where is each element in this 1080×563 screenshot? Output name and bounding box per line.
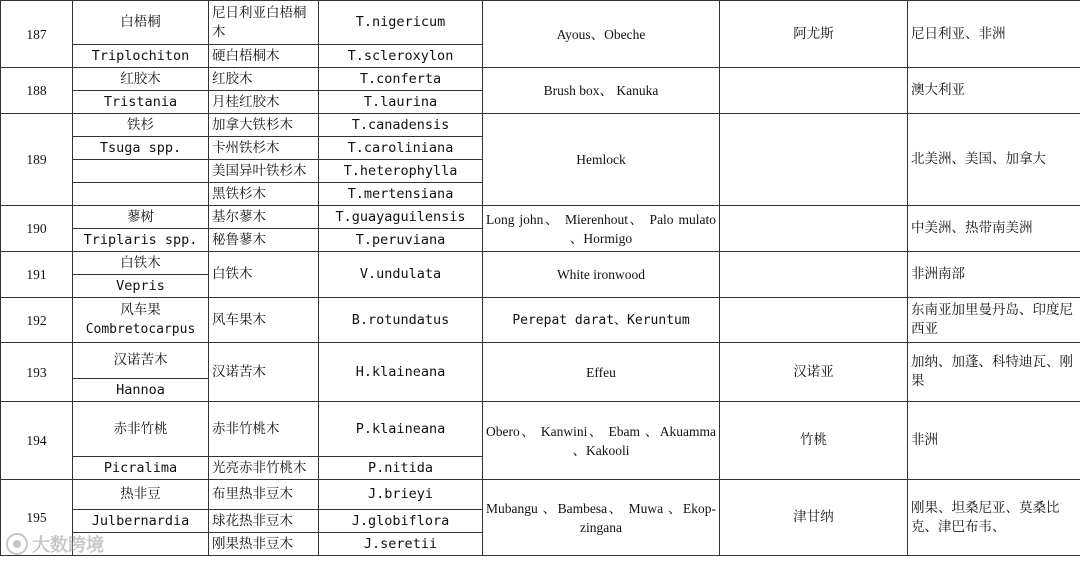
species-chinese: 球花热非豆木 [209, 510, 319, 533]
genus-chinese: 红胶木 [73, 68, 209, 91]
genus-latin: Triplaris spp. [73, 229, 209, 252]
table-row [1, 114, 1080, 137]
genus-empty [73, 533, 209, 556]
row-number: 191 [1, 252, 73, 298]
row-number: 193 [1, 343, 73, 402]
species-chinese: 尼日利亚白梧桐木 [209, 1, 319, 45]
row-number: 195 [1, 480, 73, 556]
species-chinese: 秘鲁蓼木 [209, 229, 319, 252]
table-row [1, 206, 1080, 229]
species-chinese: 月桂红胶木 [209, 91, 319, 114]
row-number: 194 [1, 402, 73, 480]
genus-empty [73, 160, 209, 183]
table-row [1, 1, 1080, 45]
common-alias: 竹桃 [720, 402, 908, 480]
genus-chinese: 白铁木 [73, 252, 209, 275]
scientific-name: T.guayaguilensis [319, 206, 483, 229]
watermark-text: 大数跨境 [32, 535, 104, 556]
common-alias [720, 298, 908, 343]
origin-region: 北美洲、美国、加拿大 [908, 114, 1080, 206]
genus-latin: Combretocarpus [85, 322, 196, 337]
species-chinese: 刚果热非豆木 [209, 533, 319, 556]
genus-cell [73, 298, 209, 343]
origin-region: 中美洲、热带南美洲 [908, 206, 1080, 252]
trade-name: White ironwood [483, 252, 720, 298]
scientific-name: T.conferta [319, 68, 483, 91]
common-alias: 阿尤斯 [720, 1, 908, 68]
trade-name: Mubangu 、Bambesa、 Muwa 、Ekop-zingana [483, 480, 720, 556]
scientific-name: H.klaineana [319, 343, 483, 402]
origin-region: 尼日利亚、非洲 [908, 1, 1080, 68]
scientific-name: T.nigericum [319, 1, 483, 45]
genus-chinese: 蓼树 [73, 206, 209, 229]
species-chinese: 风车果木 [209, 298, 319, 343]
trade-name: Hemlock [483, 114, 720, 206]
genus-latin: Tristania [73, 91, 209, 114]
trade-name: Ayous、Obeche [483, 1, 720, 68]
genus-chinese: 赤非竹桃 [73, 402, 209, 457]
table-row [1, 402, 1080, 457]
genus-latin: Julbernardia [73, 510, 209, 533]
species-chinese: 红胶木 [209, 68, 319, 91]
genus-latin: Tsuga spp. [73, 137, 209, 160]
scientific-name: T.caroliniana [319, 137, 483, 160]
genus-chinese: 风车果 [120, 302, 161, 318]
genus-chinese: 铁杉 [73, 114, 209, 137]
trade-name: Effeu [483, 343, 720, 402]
scientific-name: J.globiflora [319, 510, 483, 533]
origin-region: 非洲南部 [908, 252, 1080, 298]
species-chinese: 布里热非豆木 [209, 480, 319, 510]
genus-latin: Hannoa [73, 379, 209, 402]
scientific-name: T.mertensiana [319, 183, 483, 206]
scientific-name: J.brieyi [319, 480, 483, 510]
species-chinese: 卡州铁杉木 [209, 137, 319, 160]
species-chinese: 白铁木 [209, 252, 319, 298]
species-chinese: 加拿大铁杉木 [209, 114, 319, 137]
genus-empty [73, 183, 209, 206]
origin-region: 加纳、加蓬、科特迪瓦、刚果 [908, 343, 1080, 402]
species-chinese: 汉诺苦木 [209, 343, 319, 402]
scientific-name: T.laurina [319, 91, 483, 114]
table-row [1, 480, 1080, 510]
genus-chinese: 汉诺苦木 [73, 343, 209, 379]
scientific-name: P.nitida [319, 457, 483, 480]
row-number: 187 [1, 1, 73, 68]
trade-name: Perepat darat、Keruntum [483, 298, 720, 343]
genus-chinese: 热非豆 [73, 480, 209, 510]
row-number: 189 [1, 114, 73, 206]
trade-name: Long john、 Mierenhout、 Palo mulato 、Hormigo [483, 206, 720, 252]
trade-name: Obero、 Kanwini、 Ebam 、Akuamma 、Kakooli [483, 402, 720, 480]
row-number: 190 [1, 206, 73, 252]
species-chinese: 黑铁杉木 [209, 183, 319, 206]
scientific-name: T.scleroxylon [319, 45, 483, 68]
species-chinese: 光亮赤非竹桃木 [209, 457, 319, 480]
common-alias: 津甘纳 [720, 480, 908, 556]
species-chinese: 硬白梧桐木 [209, 45, 319, 68]
row-number: 188 [1, 68, 73, 114]
genus-latin: Picralima [73, 457, 209, 480]
origin-region: 东南亚加里曼丹岛、印度尼西亚 [908, 298, 1080, 343]
common-alias [720, 68, 908, 114]
row-number: 192 [1, 298, 73, 343]
scientific-name: J.seretii [319, 533, 483, 556]
table-row [1, 343, 1080, 379]
table-row [1, 68, 1080, 91]
trade-name: Brush box、 Kanuka [483, 68, 720, 114]
table-row [1, 252, 1080, 275]
genus-latin: Triplochiton [73, 45, 209, 68]
origin-region: 非洲 [908, 402, 1080, 480]
scientific-name: V.undulata [319, 252, 483, 298]
origin-region: 澳大利亚 [908, 68, 1080, 114]
common-alias [720, 252, 908, 298]
scientific-name: T.canadensis [319, 114, 483, 137]
table-row [1, 298, 1080, 343]
scientific-name: B.rotundatus [319, 298, 483, 343]
common-alias [720, 114, 908, 206]
scientific-name: P.klaineana [319, 402, 483, 457]
species-chinese: 基尔蓼木 [209, 206, 319, 229]
species-chinese: 赤非竹桃木 [209, 402, 319, 457]
common-alias: 汉诺亚 [720, 343, 908, 402]
genus-latin: Vepris [73, 275, 209, 298]
species-chinese: 美国异叶铁杉木 [209, 160, 319, 183]
scientific-name: T.peruviana [319, 229, 483, 252]
scientific-name: T.heterophylla [319, 160, 483, 183]
origin-region: 刚果、坦桑尼亚、莫桑比克、津巴布韦、 [908, 480, 1080, 556]
common-alias [720, 206, 908, 252]
genus-chinese: 白梧桐 [73, 1, 209, 45]
